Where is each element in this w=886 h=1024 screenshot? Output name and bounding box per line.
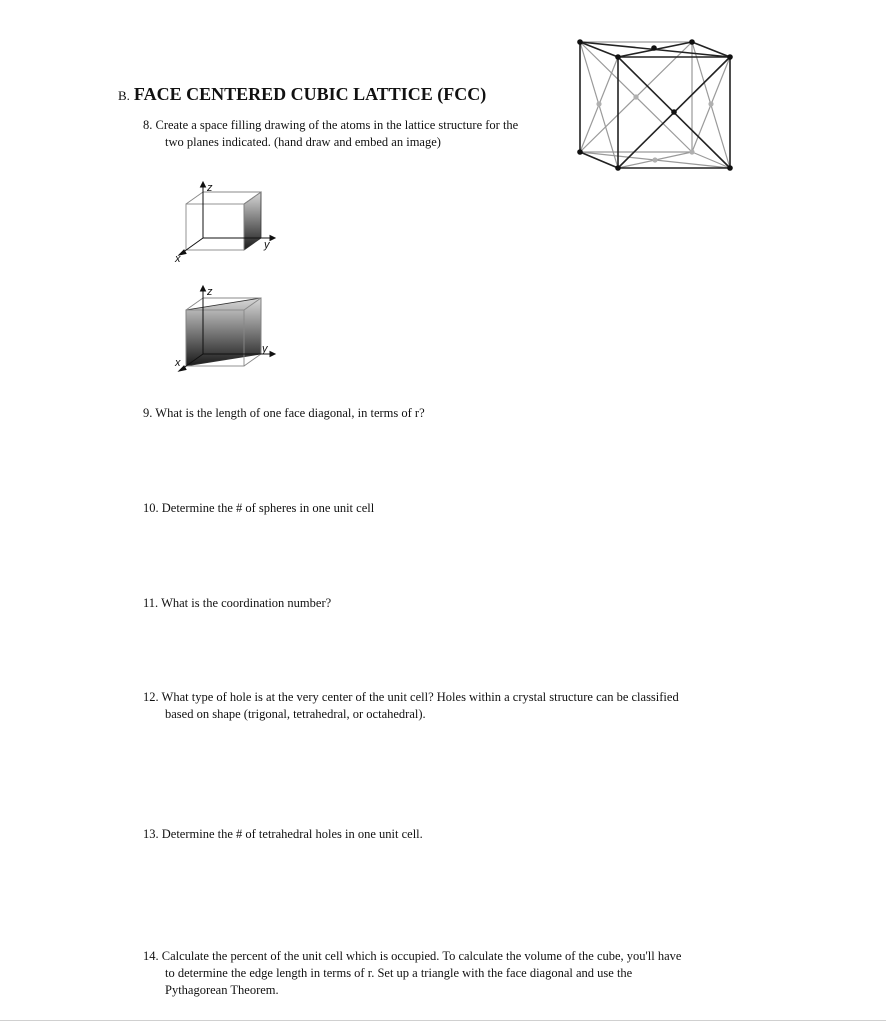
question-9 [143, 405, 425, 422]
plane-diagram-2 [172, 282, 284, 376]
question-number: 13. [143, 827, 159, 841]
question-11 [143, 595, 331, 612]
question-number: 8. [143, 118, 153, 132]
question-text-continued: based on shape (trigonal, tetrahedral, or octahedral). [165, 707, 426, 721]
z-axis-label: z [207, 182, 213, 194]
fcc-unit-cell-diagram [572, 34, 738, 176]
question-number: 10. [143, 501, 159, 515]
question-number: 12. [143, 690, 159, 704]
question-13 [143, 826, 423, 843]
x-axis-label: x [175, 357, 181, 369]
question-text-continued: to determine the edge length in terms of r. Set up a triangle with the face diagonal and use the [165, 966, 633, 980]
question-14 [143, 948, 681, 999]
question-12 [143, 689, 679, 723]
question-8 [143, 117, 518, 151]
question-number: 9. [143, 406, 153, 420]
section-letter: B. [118, 88, 130, 103]
section-title: FACE CENTERED CUBIC LATTICE (FCC) [133, 84, 487, 104]
x-axis-label: x [175, 253, 181, 265]
question-text-continued: Pythagorean Theorem. [165, 983, 279, 997]
y-axis-label: y [262, 343, 268, 355]
question-text: Create a space filling drawing of the atoms in the lattice structure for the [155, 118, 519, 132]
question-text: Determine the # of spheres in one unit cell [161, 501, 375, 515]
question-text: Determine the # of tetrahedral holes in one unit cell. [161, 827, 423, 841]
question-text: Calculate the percent of the unit cell which is occupied. To calculate the volume of the cube, you'll have [161, 949, 682, 963]
question-10 [143, 500, 374, 517]
plane-diagram-1 [172, 180, 284, 268]
question-number: 11. [143, 596, 159, 610]
question-text: What type of hole is at the very center of the unit cell? Holes within a crystal structure can be classified [161, 690, 679, 704]
question-number: 14. [143, 949, 159, 963]
page-bottom-divider [0, 1020, 886, 1021]
section-heading [118, 84, 486, 105]
z-axis-label: z [207, 286, 213, 298]
question-text: What is the coordination number? [161, 596, 332, 610]
y-axis-label: y [264, 239, 270, 251]
question-text-continued: two planes indicated. (hand draw and embed an image) [165, 135, 441, 149]
question-text: What is the length of one face diagonal, in terms of r? [155, 406, 425, 420]
